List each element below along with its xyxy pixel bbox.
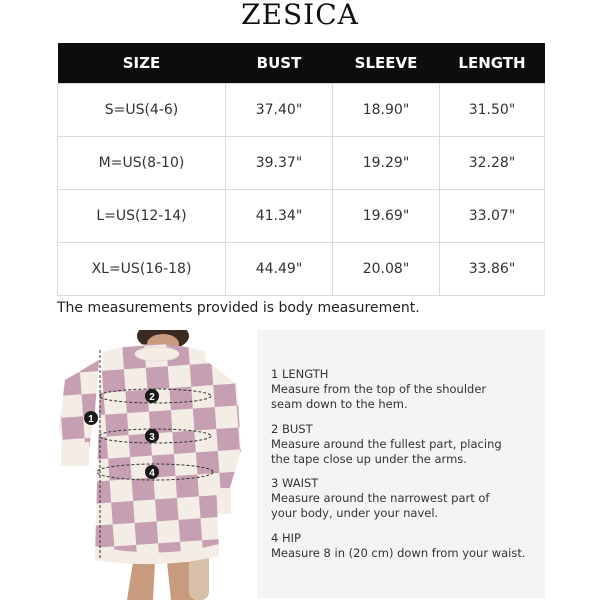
sleeve-cell: 20.08" bbox=[333, 243, 440, 296]
guide-item-bust bbox=[271, 422, 502, 467]
length-cell: 32.28" bbox=[440, 137, 545, 190]
bust-cell: 37.40" bbox=[226, 84, 333, 137]
marker-length bbox=[84, 411, 98, 425]
guide-item-length bbox=[271, 367, 486, 412]
bust-cell: 39.37" bbox=[226, 137, 333, 190]
marker-bust bbox=[145, 389, 159, 403]
guide-title: 1 LENGTH bbox=[271, 367, 329, 381]
guide-title: 2 BUST bbox=[271, 422, 313, 436]
brand-logo: ZESICA bbox=[241, 0, 359, 31]
sleeve-cell: 19.69" bbox=[333, 190, 440, 243]
guide-desc: Measure from the top of the shoulder bbox=[271, 382, 487, 396]
size-cell: XL=US(16-18) bbox=[58, 243, 226, 296]
guide-desc: the tape close up under the arms. bbox=[271, 452, 467, 466]
guide-title: 3 WAIST bbox=[271, 476, 319, 490]
marker-hip bbox=[145, 465, 159, 479]
model-photo bbox=[55, 330, 250, 600]
table-row bbox=[58, 190, 545, 243]
guide-desc: Measure around the fullest part, placing bbox=[271, 437, 502, 451]
column-header-bust: BUST bbox=[226, 43, 333, 84]
bust-cell: 41.34" bbox=[226, 190, 333, 243]
svg-text:1: 1 bbox=[88, 414, 94, 425]
guide-desc: Measure around the narrowest part of bbox=[271, 491, 490, 505]
guide-item-hip bbox=[271, 531, 526, 561]
table-header-row bbox=[58, 43, 545, 84]
guide-desc: your body, under your navel. bbox=[271, 506, 439, 520]
sleeve-cell: 19.29" bbox=[333, 137, 440, 190]
measurement-guide-panel bbox=[257, 330, 545, 598]
marker-waist bbox=[145, 429, 159, 443]
size-cell: M=US(8-10) bbox=[58, 137, 226, 190]
column-header-size: SIZE bbox=[58, 43, 226, 84]
sleeve-cell: 18.90" bbox=[333, 84, 440, 137]
table-row bbox=[58, 137, 545, 190]
measurement-note: The measurements provided is body measurement. bbox=[57, 300, 420, 316]
guide-desc: Measure 8 in (20 cm) down from your waist. bbox=[271, 546, 526, 560]
size-chart-table bbox=[57, 43, 545, 296]
size-cell: L=US(12-14) bbox=[58, 190, 226, 243]
length-cell: 33.07" bbox=[440, 190, 545, 243]
column-header-length: LENGTH bbox=[440, 43, 545, 84]
svg-text:3: 3 bbox=[149, 432, 155, 443]
size-cell: S=US(4-6) bbox=[58, 84, 226, 137]
table-row bbox=[58, 84, 545, 137]
length-cell: 33.86" bbox=[440, 243, 545, 296]
guide-item-waist bbox=[271, 476, 489, 521]
guide-title: 4 HIP bbox=[271, 531, 301, 545]
bust-cell: 44.49" bbox=[226, 243, 333, 296]
guide-desc: seam down to the hem. bbox=[271, 397, 408, 411]
svg-text:2: 2 bbox=[149, 392, 155, 403]
svg-text:4: 4 bbox=[149, 468, 155, 479]
column-header-sleeve: SLEEVE bbox=[333, 43, 440, 84]
length-cell: 31.50" bbox=[440, 84, 545, 137]
table-row bbox=[58, 243, 545, 296]
